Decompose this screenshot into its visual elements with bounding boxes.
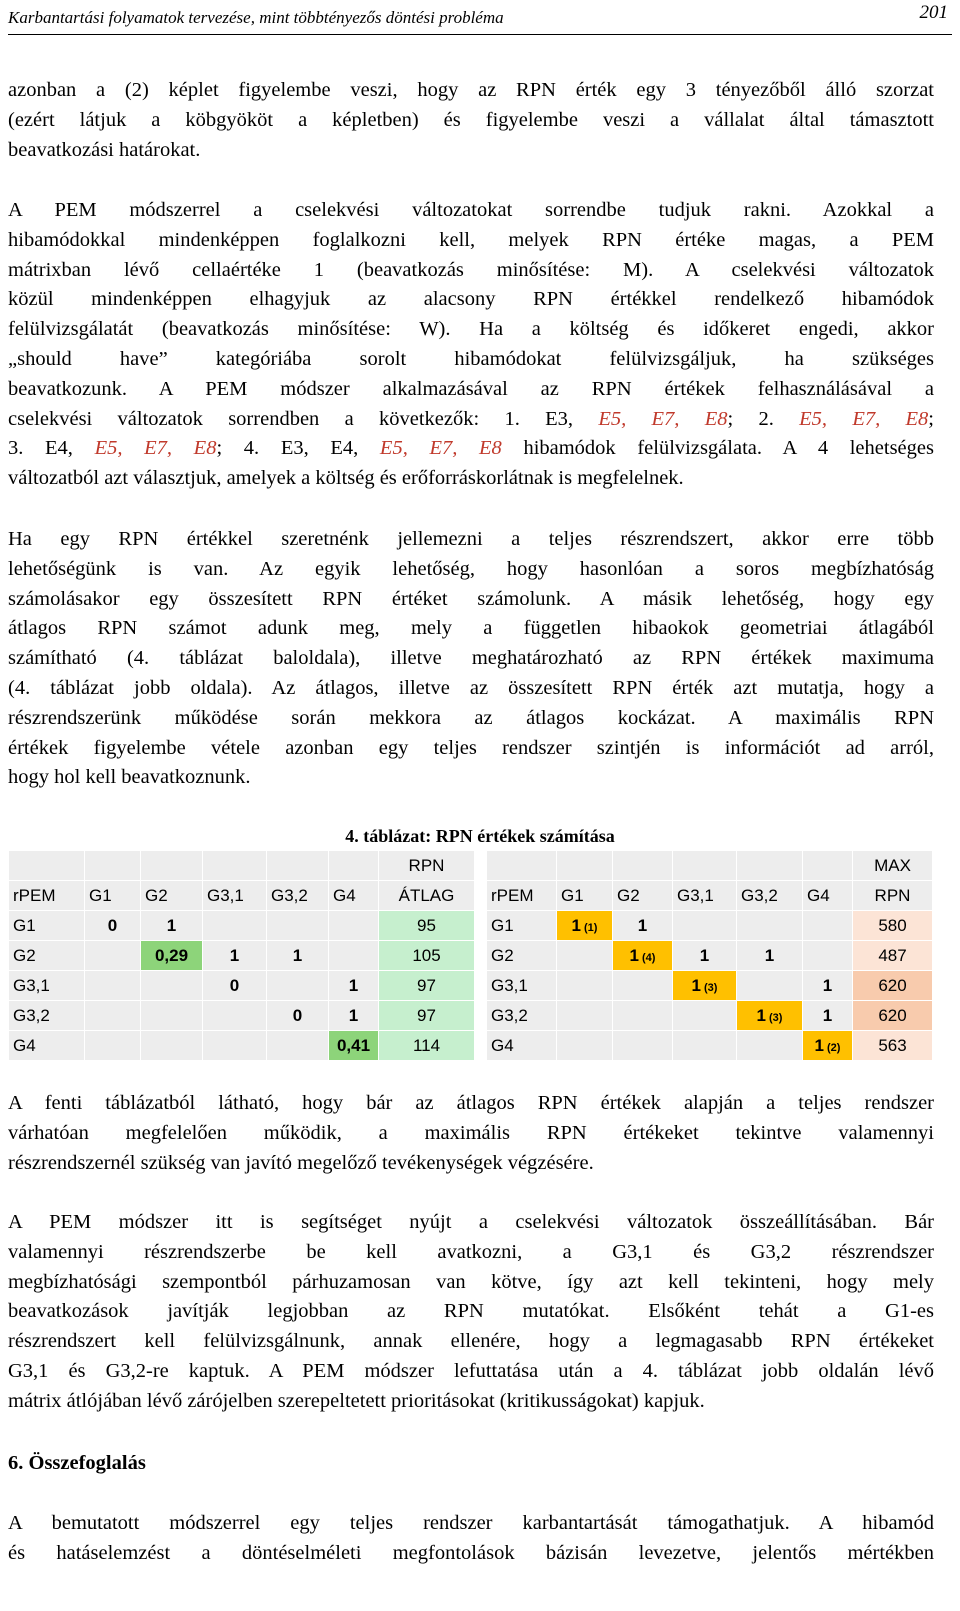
table-cell: [613, 1001, 673, 1031]
diagonal-cell: [803, 1031, 853, 1061]
text-line: beavatkozások javítják legjobban az RPN mutatókat. Elsőként tehát a G1-es: [8, 1300, 934, 1323]
section-heading: 6. Összefoglalás: [8, 1452, 146, 1474]
table-cell: 1: [329, 971, 379, 1001]
table-row: [487, 941, 933, 971]
text-line: értékek figyelembe vétele azonban egy teljes rendszer szintjén is információt ad arról,: [8, 736, 934, 759]
header-cell: G3,1: [203, 881, 267, 911]
highlighted-failure-modes: E5, E7, E8: [598, 407, 728, 430]
header-cell: [613, 851, 673, 881]
table-cell: 1: [803, 971, 853, 1001]
text-line: beavatkozási határokat.: [8, 138, 201, 161]
row-label: G1: [487, 911, 557, 941]
rpn-avg-cell: 97: [379, 1001, 475, 1031]
table-cell: 1: [613, 911, 673, 941]
table-cell: 1: [141, 911, 203, 941]
table-header-row: [487, 851, 933, 881]
header-cell: G2: [613, 881, 673, 911]
table-cell: 0,41: [329, 1031, 379, 1061]
table-cell: [85, 1001, 141, 1031]
diagonal-value: 1: [756, 1005, 766, 1025]
text-line: [8, 434, 934, 464]
text-line: számolásakor egy összesített RPN értéket számolunk. A másik lehetőség, hogy egy: [8, 587, 934, 610]
header-cell: rPEM: [487, 881, 557, 911]
paragraph-5: [8, 1208, 934, 1417]
priority-label: (2): [827, 1041, 841, 1054]
table-cell: [329, 911, 379, 941]
table-cell: [803, 911, 853, 941]
header-cell: [673, 851, 737, 881]
text-line: részrendszerünk működése során mekkora az átlagos kockázat. A maximális RPN: [8, 706, 934, 729]
row-label: G3,2: [9, 1001, 85, 1031]
table-cell: [267, 1031, 329, 1061]
header-cell: G2: [141, 881, 203, 911]
header-cell: MAX: [853, 851, 933, 881]
diagonal-value: 1: [814, 1035, 824, 1055]
row-label: G4: [9, 1031, 85, 1061]
table-cell: 0: [203, 971, 267, 1001]
text-line: hibamódokkal mindenképpen foglalkozni kell, melyek RPN értéke magas, a PEM: [8, 228, 934, 251]
text-line: Ha egy RPN értékkel szeretnénk jellemezni a teljes részrendszert, akkor erre több: [8, 528, 934, 550]
table-cell: [557, 1001, 613, 1031]
table-cell: [737, 971, 803, 1001]
header-cell: [557, 851, 613, 881]
table-cell: [203, 1001, 267, 1031]
diagonal-value: 1: [629, 945, 639, 965]
diagonal-value: 1: [571, 915, 581, 935]
text-line: A PEM módszer itt is segítséget nyújt a cselekvési változatok összeállításában. Bár: [8, 1211, 934, 1233]
highlighted-failure-modes: E5, E7, E8: [799, 407, 929, 430]
rpn-max-cell: 580: [853, 911, 933, 941]
table-cell: 0: [85, 911, 141, 941]
text-line: részrendszert kell felülvizsgálnunk, annak ellenére, hogy a legmagasabb RPN értékeket: [8, 1330, 934, 1353]
table-cell: [557, 1031, 613, 1061]
header-cell: [9, 851, 85, 881]
text-line: „should have” kategóriába sorolt hibamódokat felülvizsgáljuk, ha szükséges: [8, 347, 934, 370]
header-cell: RPN: [853, 881, 933, 911]
text-line: megbízhatósági szempontból párhuzamosan van kötve, így azt kell tekinteni, hogy mely: [8, 1270, 934, 1293]
paragraph-3: [8, 525, 934, 793]
header-cell: G3,2: [267, 881, 329, 911]
table-cell: [737, 911, 803, 941]
rpn-max-cell: 620: [853, 1001, 933, 1031]
table-cell: 1: [203, 941, 267, 971]
diagonal-cell: [613, 941, 673, 971]
text-line: beavatkozunk. A PEM módszer alkalmazásával az RPN értékek felhasználásával a: [8, 377, 934, 400]
text-run: cselekvési változatok sorrendben a következők: 1. E3,: [8, 407, 599, 430]
text-line: [8, 405, 934, 435]
table-cell: 1: [267, 941, 329, 971]
table-cell: [613, 971, 673, 1001]
text-line: felülvizsgálatát (beavatkozás minősítése: W). Ha a költség és időkeret engedi, akkor: [8, 318, 934, 341]
header-cell: G3,1: [673, 881, 737, 911]
table-cell: [803, 941, 853, 971]
table-cell: 1: [737, 941, 803, 971]
header-cell: [203, 851, 267, 881]
highlighted-failure-modes: E5, E7, E8: [379, 437, 502, 460]
text-line: A PEM módszerrel a cselekvési változatokat sorrendbe tudjuk rakni. Azokkal a: [8, 199, 934, 221]
header-cell: G1: [557, 881, 613, 911]
priority-label: (4): [642, 951, 656, 964]
priority-label: (3): [704, 981, 718, 994]
rpn-avg-cell: 114: [379, 1031, 475, 1061]
rpn-max-cell: 620: [853, 971, 933, 1001]
table-cell: [267, 911, 329, 941]
text-line: (4. táblázat jobb oldala). Az átlagos, illetve az összesített RPN érték azt mutatja, hogy a: [8, 676, 934, 699]
table-cell: [85, 941, 141, 971]
row-label: G1: [9, 911, 85, 941]
diagonal-cell: [737, 1001, 803, 1031]
table-row: [9, 911, 475, 941]
rpn-max-cell: 563: [853, 1031, 933, 1061]
table-row: [487, 911, 933, 941]
table-cell: [329, 941, 379, 971]
table-row: [9, 971, 475, 1001]
table-cell: [557, 941, 613, 971]
table-header-row: [9, 851, 475, 881]
text-line: közül mindenképpen elhagyjuk az alacsony RPN értékkel rendelkező hibamódok: [8, 288, 934, 311]
text-line: részrendszernél szükség van javító megelőző tevékenységek végzésére.: [8, 1151, 594, 1174]
page-number: 201: [919, 2, 948, 23]
priority-label: (3): [769, 1011, 783, 1024]
text-line: (ezért látjuk a köbgyököt a képletben) és figyelembe veszi a vállalat által támasztott: [8, 108, 934, 131]
table-cell: [141, 971, 203, 1001]
rpn-max-cell: 487: [853, 941, 933, 971]
running-title: Karbantartási folyamatok tervezése, mint többtényezős döntési probléma: [8, 8, 504, 27]
table-row: [487, 971, 933, 1001]
table-cell: [673, 1001, 737, 1031]
header-cell: G3,2: [737, 881, 803, 911]
table-row: [487, 1001, 933, 1031]
text-run: hibamódok felülvizsgálata. A 4 lehetséges: [501, 437, 934, 460]
table-cell: [141, 1031, 203, 1061]
diagonal-cell: [557, 911, 613, 941]
text-line: mátrixban lévő cellaértéke 1 (beavatkozás minősítése: M). A cselekvési változatok: [8, 258, 934, 281]
text-line: várhatóan megfelelően működik, a maximális RPN értékeket tekintve valamennyi: [8, 1121, 934, 1144]
table-cell: [557, 971, 613, 1001]
header-cell: RPN: [379, 851, 475, 881]
header-cell: [803, 851, 853, 881]
paragraph-6: [8, 1509, 934, 1569]
header-cell: [329, 851, 379, 881]
text-run: ;: [928, 407, 934, 430]
table-header-row: [9, 881, 475, 911]
header-cell: [487, 851, 557, 881]
text-line: átlagos RPN számot adunk meg, mely a független hibaokok geometriai átlagából: [8, 617, 934, 640]
table-cell: 1: [803, 1001, 853, 1031]
text-run: ; 2.: [727, 407, 800, 430]
row-label: G2: [487, 941, 557, 971]
table-row: [9, 1001, 475, 1031]
header-cell: G4: [329, 881, 379, 911]
text-line: változatból azt választjuk, amelyek a költség és erőforráskorlátnak is megfelelnek.: [8, 467, 684, 490]
row-label: G3,2: [487, 1001, 557, 1031]
table-cell: [267, 971, 329, 1001]
row-label: G3,1: [487, 971, 557, 1001]
text-line: lehetőségünk is van. Az egyik lehetőség, hogy hasonlóan a soros megbízhatóság: [8, 557, 934, 580]
table-cell: 0: [267, 1001, 329, 1031]
table-cell: [141, 1001, 203, 1031]
paragraph-2: [8, 196, 934, 494]
table-row: [9, 941, 475, 971]
table-cell: 1: [329, 1001, 379, 1031]
table-cell: [673, 911, 737, 941]
table-caption: 4. táblázat: RPN értékek számítása: [345, 826, 615, 846]
header-cell: [267, 851, 329, 881]
header-cell: ÁTLAG: [379, 881, 475, 911]
header-cell: [85, 851, 141, 881]
table-cell: [673, 1031, 737, 1061]
highlighted-failure-modes: E5, E7, E8: [94, 437, 217, 460]
row-label: G3,1: [9, 971, 85, 1001]
table-header-row: [487, 881, 933, 911]
header-cell: G1: [85, 881, 141, 911]
table-cell: 0,29: [141, 941, 203, 971]
table-cell: [203, 911, 267, 941]
diagonal-cell: [673, 971, 737, 1001]
rpn-max-table: [486, 850, 933, 1061]
table-row: [487, 1031, 933, 1061]
table-cell: [203, 1031, 267, 1061]
table-cell: [85, 971, 141, 1001]
text-line: és hatáselemzést a döntéselméleti megfontolások bázisán levezetve, jelentős mértékben: [8, 1541, 934, 1564]
row-label: G4: [487, 1031, 557, 1061]
header-cell: [737, 851, 803, 881]
text-line: azonban a (2) képlet figyelembe veszi, hogy az RPN érték egy 3 tényezőből álló szorzat: [8, 79, 934, 101]
table-cell: [613, 1031, 673, 1061]
text-line: G3,1 és G3,2-re kaptuk. A PEM módszer lefuttatása után a 4. táblázat jobb oldalán lévő: [8, 1359, 934, 1382]
header-cell: rPEM: [9, 881, 85, 911]
table-cell: [85, 1031, 141, 1061]
text-line: számítható (4. táblázat baloldala), illetve meghatározható az RPN értékek maximuma: [8, 647, 934, 670]
header-cell: [141, 851, 203, 881]
text-run: 3. E4,: [8, 437, 95, 460]
rpn-avg-cell: 97: [379, 971, 475, 1001]
rpn-avg-cell: 105: [379, 941, 475, 971]
table-cell: [737, 1031, 803, 1061]
header-cell: G4: [803, 881, 853, 911]
table-row: [9, 1031, 475, 1061]
priority-label: (1): [584, 921, 598, 934]
text-line: mátrix átlójában lévő zárójelben szerepeltetett prioritásokat (kritikusságokat) kapjuk.: [8, 1389, 705, 1412]
text-run: ; 4. E3, E4,: [216, 437, 380, 460]
text-line: valamennyi részrendszerbe be kell avatkozni, a G3,1 és G3,2 részrendszer: [8, 1240, 934, 1263]
text-line: A fenti táblázatból látható, hogy bár az átlagos RPN értékek alapján a teljes rendszer: [8, 1092, 934, 1114]
row-label: G2: [9, 941, 85, 971]
paragraph-4: [8, 1089, 934, 1178]
text-line: A bemutatott módszerrel egy teljes rendszer karbantartását támogathatjuk. A hibamód: [8, 1512, 934, 1534]
text-line: hogy hol kell beavatkoznunk.: [8, 766, 251, 789]
rpn-average-table: [8, 850, 475, 1061]
diagonal-value: 1: [691, 975, 701, 995]
table-cell: 1: [673, 941, 737, 971]
rpn-avg-cell: 95: [379, 911, 475, 941]
running-header: [8, 0, 952, 35]
paragraph-1: [8, 76, 934, 165]
